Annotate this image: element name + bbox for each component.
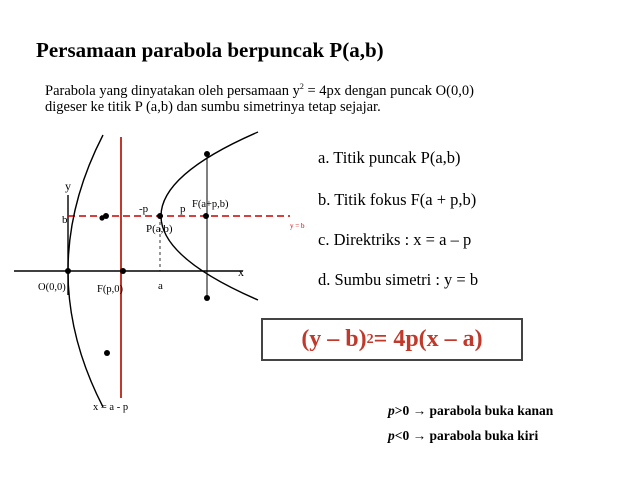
fact-symmetry-axis: d. Sumbu simetri : y = b bbox=[318, 270, 479, 289]
vertex-label: P(a,b) bbox=[146, 223, 173, 235]
upper-point bbox=[204, 151, 210, 157]
vertex-point bbox=[157, 213, 163, 219]
focus-origin-label: F(p,0) bbox=[97, 284, 123, 295]
formula-exponent: 2 bbox=[366, 331, 374, 347]
intro-line-2: digeser ke titik P (a,b) dan sumbu simetrinya tetap sejajar. bbox=[45, 99, 381, 115]
intro-line-1-text: Parabola yang dinyatakan oleh persamaan y bbox=[45, 82, 300, 99]
intro-exponent: 2 bbox=[299, 82, 304, 91]
page-title: Persamaan parabola berpuncak P(a,b) bbox=[36, 38, 384, 62]
focus-label: F(a+p,b) bbox=[192, 199, 229, 210]
formula-right: = 4p(x – a) bbox=[373, 326, 483, 352]
fact-focus: b. Titik fokus F(a + p,b) bbox=[318, 190, 477, 209]
fact-directrix: c. Direktriks : x = a – p bbox=[318, 230, 472, 249]
left-lower-point bbox=[104, 350, 110, 356]
a-label: a bbox=[158, 280, 163, 292]
minus-p-label: -p bbox=[139, 203, 149, 215]
focus-origin-point bbox=[120, 268, 126, 274]
directrix-label: x = a - p bbox=[93, 402, 129, 413]
x-axis-label: x bbox=[238, 265, 244, 279]
fact-vertex: a. Titik puncak P(a,b) bbox=[318, 148, 461, 167]
formula-left: (y – b) bbox=[301, 326, 367, 352]
lower-point bbox=[204, 295, 210, 301]
note-open-left-variable: p bbox=[388, 428, 395, 443]
formula-box bbox=[261, 318, 523, 361]
note-open-right bbox=[388, 403, 553, 419]
y-axis-label: y bbox=[65, 179, 71, 193]
intro-line-1-end: = 4px dengan puncak O(0,0) bbox=[303, 82, 474, 99]
origin-label: O(0,0) bbox=[38, 282, 66, 293]
origin-point bbox=[65, 268, 71, 274]
focus-point bbox=[203, 213, 209, 219]
note-open-left-text: <0 → parabola buka kiri bbox=[394, 428, 539, 443]
b-label: b bbox=[62, 214, 68, 226]
note-open-right-text: >0 → parabola buka kanan bbox=[394, 403, 554, 418]
symmetry-line-label: y = b bbox=[290, 222, 305, 230]
left-parabola-point bbox=[99, 215, 104, 220]
note-open-right-variable: p bbox=[388, 403, 395, 418]
p-label: p bbox=[180, 203, 186, 215]
note-open-left bbox=[388, 428, 538, 444]
